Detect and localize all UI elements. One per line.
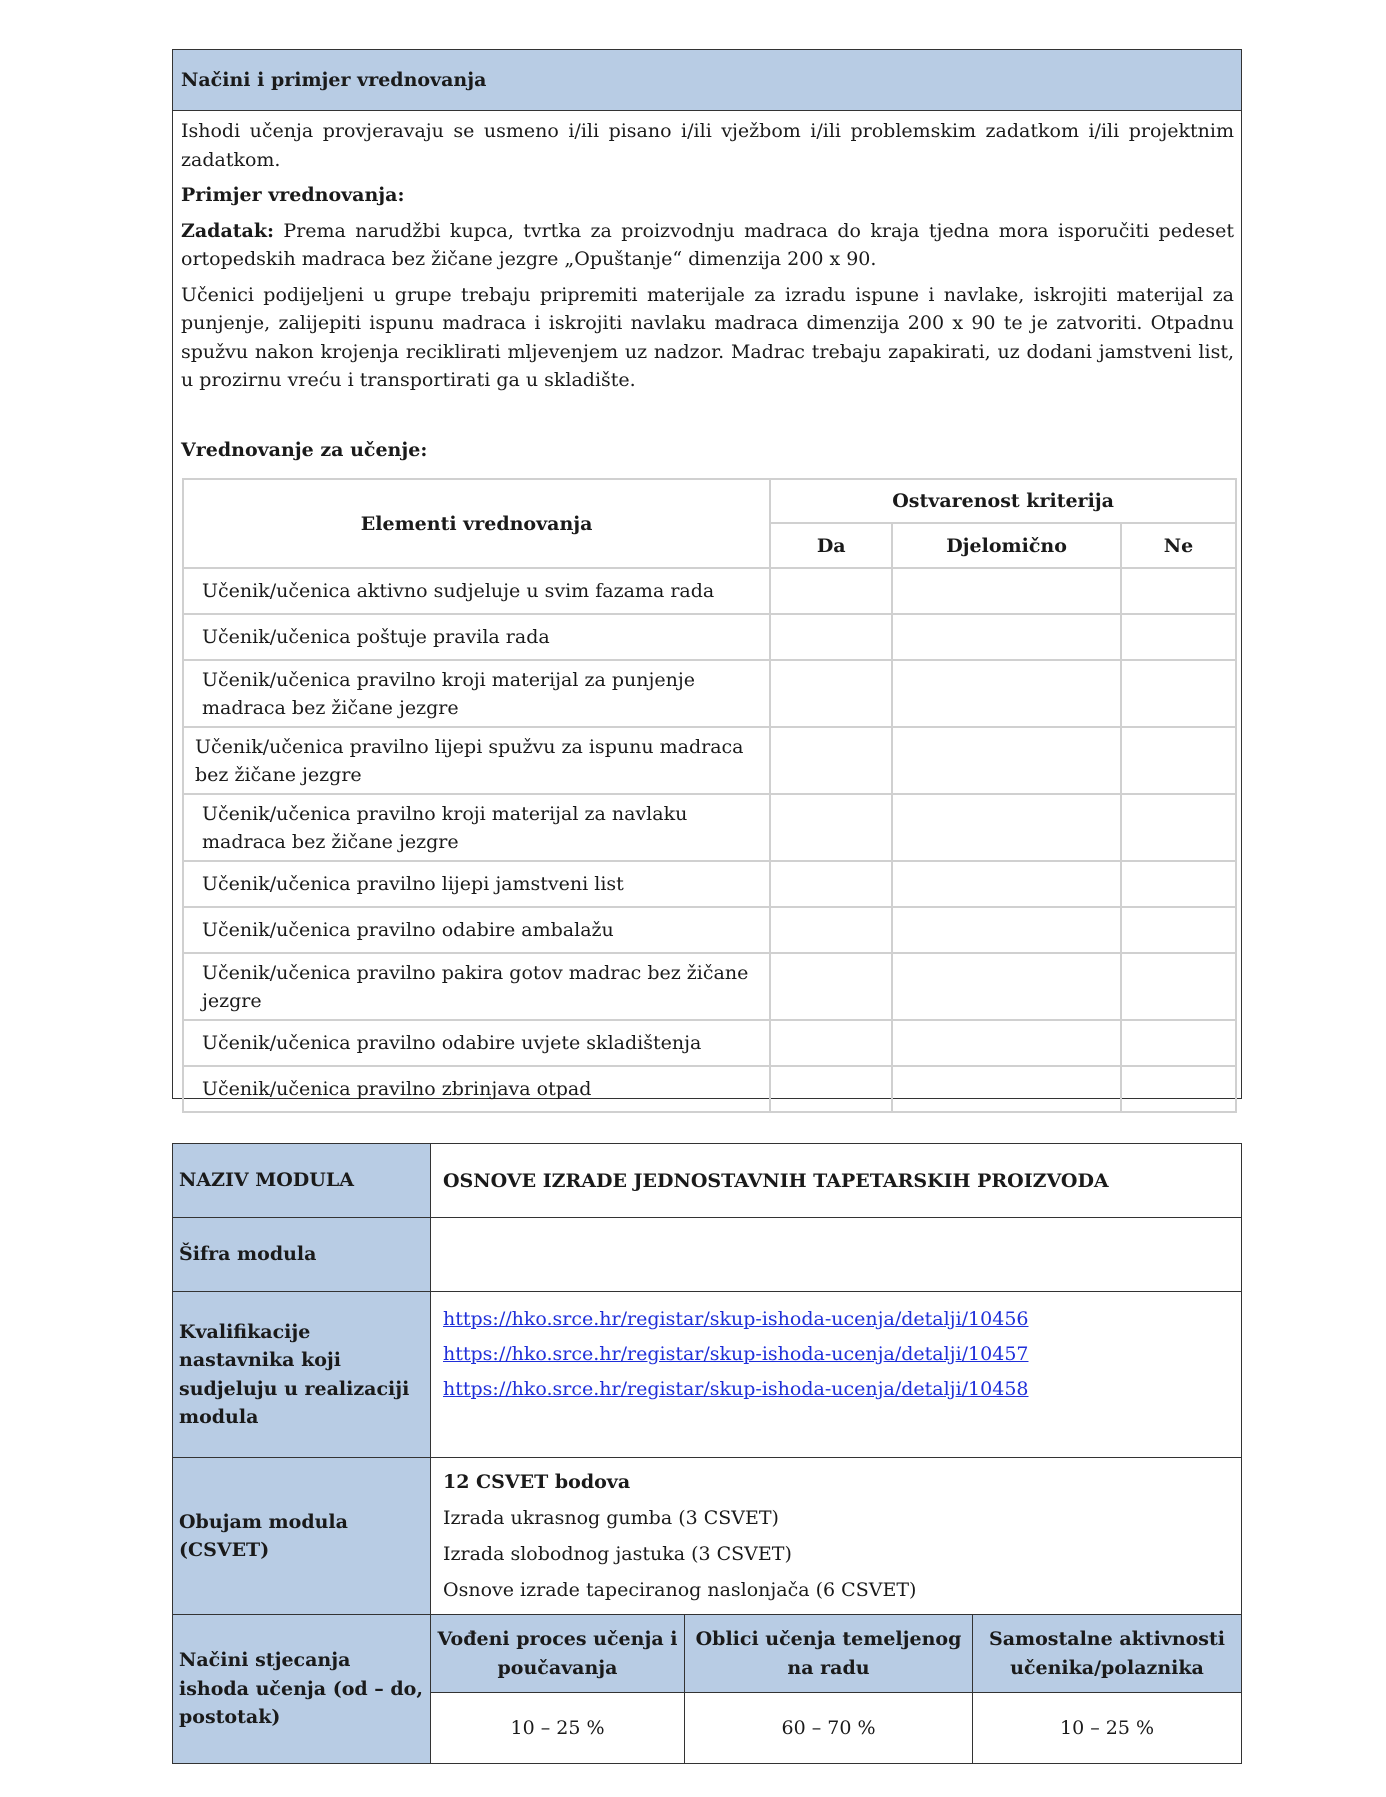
evaluation-section-header xyxy=(173,50,1241,111)
module-code-value xyxy=(431,1218,1242,1292)
cell-partial[interactable] xyxy=(892,794,1121,861)
assessment-header-row xyxy=(183,479,1236,523)
cell-yes[interactable] xyxy=(770,614,892,660)
method-header: Samostalne aktivnosti učenika/polaznika xyxy=(973,1615,1242,1693)
table-row xyxy=(183,727,1236,794)
evaluation-intro: Ishodi učenja provjeravaju se usmeno i/ili pisano i/ili vježbom i/ili problemskim zadatkom i/ili projektnim zadatkom. xyxy=(181,120,1234,171)
criterion-text: Učenik/učenica pravilno lijepi jamstveni list xyxy=(183,861,770,907)
evaluation-section xyxy=(172,49,1242,1099)
scope-item: Osnove izrade tapeciranog naslonjača (6 CSVET) xyxy=(443,1579,917,1601)
cell-partial[interactable] xyxy=(892,727,1121,794)
cell-no[interactable] xyxy=(1121,660,1236,727)
cell-no[interactable] xyxy=(1121,953,1236,1020)
cell-yes[interactable] xyxy=(770,1066,892,1112)
module-scope-label: Obujam modula (CSVET) xyxy=(173,1458,431,1615)
criterion-text: Učenik/učenica pravilno lijepi spužvu za ispunu madraca bez žičane jezgre xyxy=(183,727,770,794)
column-header-group: Ostvarenost kriterija xyxy=(770,479,1236,523)
qualification-link[interactable]: https://hko.srce.hr/registar/skup-ishoda-ucenja/detalji/10458 xyxy=(443,1378,1029,1400)
module-code-row xyxy=(173,1218,1242,1292)
module-name-row xyxy=(173,1144,1242,1218)
cell-yes[interactable] xyxy=(770,1020,892,1066)
cell-yes[interactable] xyxy=(770,660,892,727)
cell-yes[interactable] xyxy=(770,568,892,614)
cell-partial[interactable] xyxy=(892,907,1121,953)
example-heading: Primjer vrednovanja: xyxy=(181,184,405,206)
method-value: 10 – 25 % xyxy=(431,1693,685,1764)
qualification-links xyxy=(431,1292,1242,1458)
task-paragraph xyxy=(181,217,1234,274)
cell-no[interactable] xyxy=(1121,568,1236,614)
table-row xyxy=(183,794,1236,861)
qualifications-label: Kvalifikacije nastavnika koji sudjeluju u realizaciji modula xyxy=(173,1292,431,1458)
method-value: 60 – 70 % xyxy=(685,1693,973,1764)
cell-yes[interactable] xyxy=(770,861,892,907)
criterion-text: Učenik/učenica pravilno zbrinjava otpad xyxy=(183,1066,770,1112)
module-code-label: Šifra modula xyxy=(173,1218,431,1292)
cell-yes[interactable] xyxy=(770,907,892,953)
cell-no[interactable] xyxy=(1121,1066,1236,1112)
table-row xyxy=(183,568,1236,614)
method-header: Vođeni proces učenja i poučavanja xyxy=(431,1615,685,1693)
criterion-text: Učenik/učenica pravilno odabire ambalažu xyxy=(183,907,770,953)
table-row xyxy=(183,1066,1236,1112)
cell-no[interactable] xyxy=(1121,1020,1236,1066)
cell-partial[interactable] xyxy=(892,861,1121,907)
table-row xyxy=(183,907,1236,953)
assessment-table xyxy=(182,478,1237,1113)
cell-yes[interactable] xyxy=(770,953,892,1020)
cell-no[interactable] xyxy=(1121,861,1236,907)
column-header-no: Ne xyxy=(1121,523,1236,568)
criterion-text: Učenik/učenica poštuje pravila rada xyxy=(183,614,770,660)
criterion-text: Učenik/učenica pravilno odabire uvjete skladištenja xyxy=(183,1020,770,1066)
task-description: Učenici podijeljeni u grupe trebaju pripremiti materijale za izradu ispune i navlake, iskrojiti materijal za punjenje, zalijepiti ispunu madraca i iskrojiti navlaku madraca dimenzija 200 x 90 te je zatvoriti. Otpadnu spužvu nakon krojenja reciklirati mljevenjem uz nadzor. Madrac trebaju zapakirati, uz dodani jamstveni list, u prozirnu vreću i transportirati ga u skladište. xyxy=(181,283,1234,391)
criterion-text: Učenik/učenica aktivno sudjeluje u svim fazama rada xyxy=(183,568,770,614)
cell-no[interactable] xyxy=(1121,794,1236,861)
task-text: Prema narudžbi kupca, tvrtka za proizvodnju madraca do kraja tjedna mora isporučiti pedeset ortopedskih madraca bez žičane jezgre „Opuštanje“ dimenzija 200 x 90. xyxy=(181,219,1234,270)
scope-item: Izrada slobodnog jastuka (3 CSVET) xyxy=(443,1543,792,1565)
cell-partial[interactable] xyxy=(892,568,1121,614)
cell-partial[interactable] xyxy=(892,953,1121,1020)
cell-partial[interactable] xyxy=(892,1020,1121,1066)
module-name-value: OSNOVE IZRADE JEDNOSTAVNIH TAPETARSKIH PROIZVODA xyxy=(431,1144,1242,1218)
scope-item: Izrada ukrasnog gumba (3 CSVET) xyxy=(443,1507,779,1529)
qualifications-row xyxy=(173,1292,1242,1458)
cell-no[interactable] xyxy=(1121,727,1236,794)
cell-yes[interactable] xyxy=(770,727,892,794)
evaluation-section-body xyxy=(173,111,1241,464)
methods-label: Načini stjecanja ishoda učenja (od – do, postotak) xyxy=(173,1615,431,1764)
qualification-link[interactable]: https://hko.srce.hr/registar/skup-ishoda-ucenja/detalji/10456 xyxy=(443,1308,1029,1330)
table-row xyxy=(183,1020,1236,1066)
criterion-text: Učenik/učenica pravilno kroji materijal za punjenje madraca bez žičane jezgre xyxy=(183,660,770,727)
cell-partial[interactable] xyxy=(892,660,1121,727)
column-header-partial: Djelomično xyxy=(892,523,1121,568)
criterion-text: Učenik/učenica pravilno kroji materijal za navlaku madraca bez žičane jezgre xyxy=(183,794,770,861)
method-header: Oblici učenja temeljenog na radu xyxy=(685,1615,973,1693)
scope-total: 12 CSVET bodova xyxy=(443,1471,631,1493)
cell-no[interactable] xyxy=(1121,614,1236,660)
evaluation-section-title: Načini i primjer vrednovanja xyxy=(181,69,487,91)
task-label: Zadatak: xyxy=(181,219,275,242)
column-header-elements: Elementi vrednovanja xyxy=(183,479,770,568)
table-row xyxy=(183,953,1236,1020)
assessment-heading: Vrednovanje za učenje: xyxy=(181,438,428,461)
criterion-text: Učenik/učenica pravilno pakira gotov madrac bez žičane jezgre xyxy=(183,953,770,1020)
table-row xyxy=(183,660,1236,727)
table-row xyxy=(183,614,1236,660)
method-value: 10 – 25 % xyxy=(973,1693,1242,1764)
cell-yes[interactable] xyxy=(770,794,892,861)
module-scope-row xyxy=(173,1458,1242,1615)
module-info-table xyxy=(172,1143,1242,1764)
module-name-label: NAZIV MODULA xyxy=(173,1144,431,1218)
module-scope-value xyxy=(431,1458,1242,1615)
cell-no[interactable] xyxy=(1121,907,1236,953)
methods-header-row xyxy=(173,1615,1242,1693)
table-row xyxy=(183,861,1236,907)
qualification-link[interactable]: https://hko.srce.hr/registar/skup-ishoda-ucenja/detalji/10457 xyxy=(443,1343,1029,1365)
column-header-yes: Da xyxy=(770,523,892,568)
cell-partial[interactable] xyxy=(892,614,1121,660)
cell-partial[interactable] xyxy=(892,1066,1121,1112)
